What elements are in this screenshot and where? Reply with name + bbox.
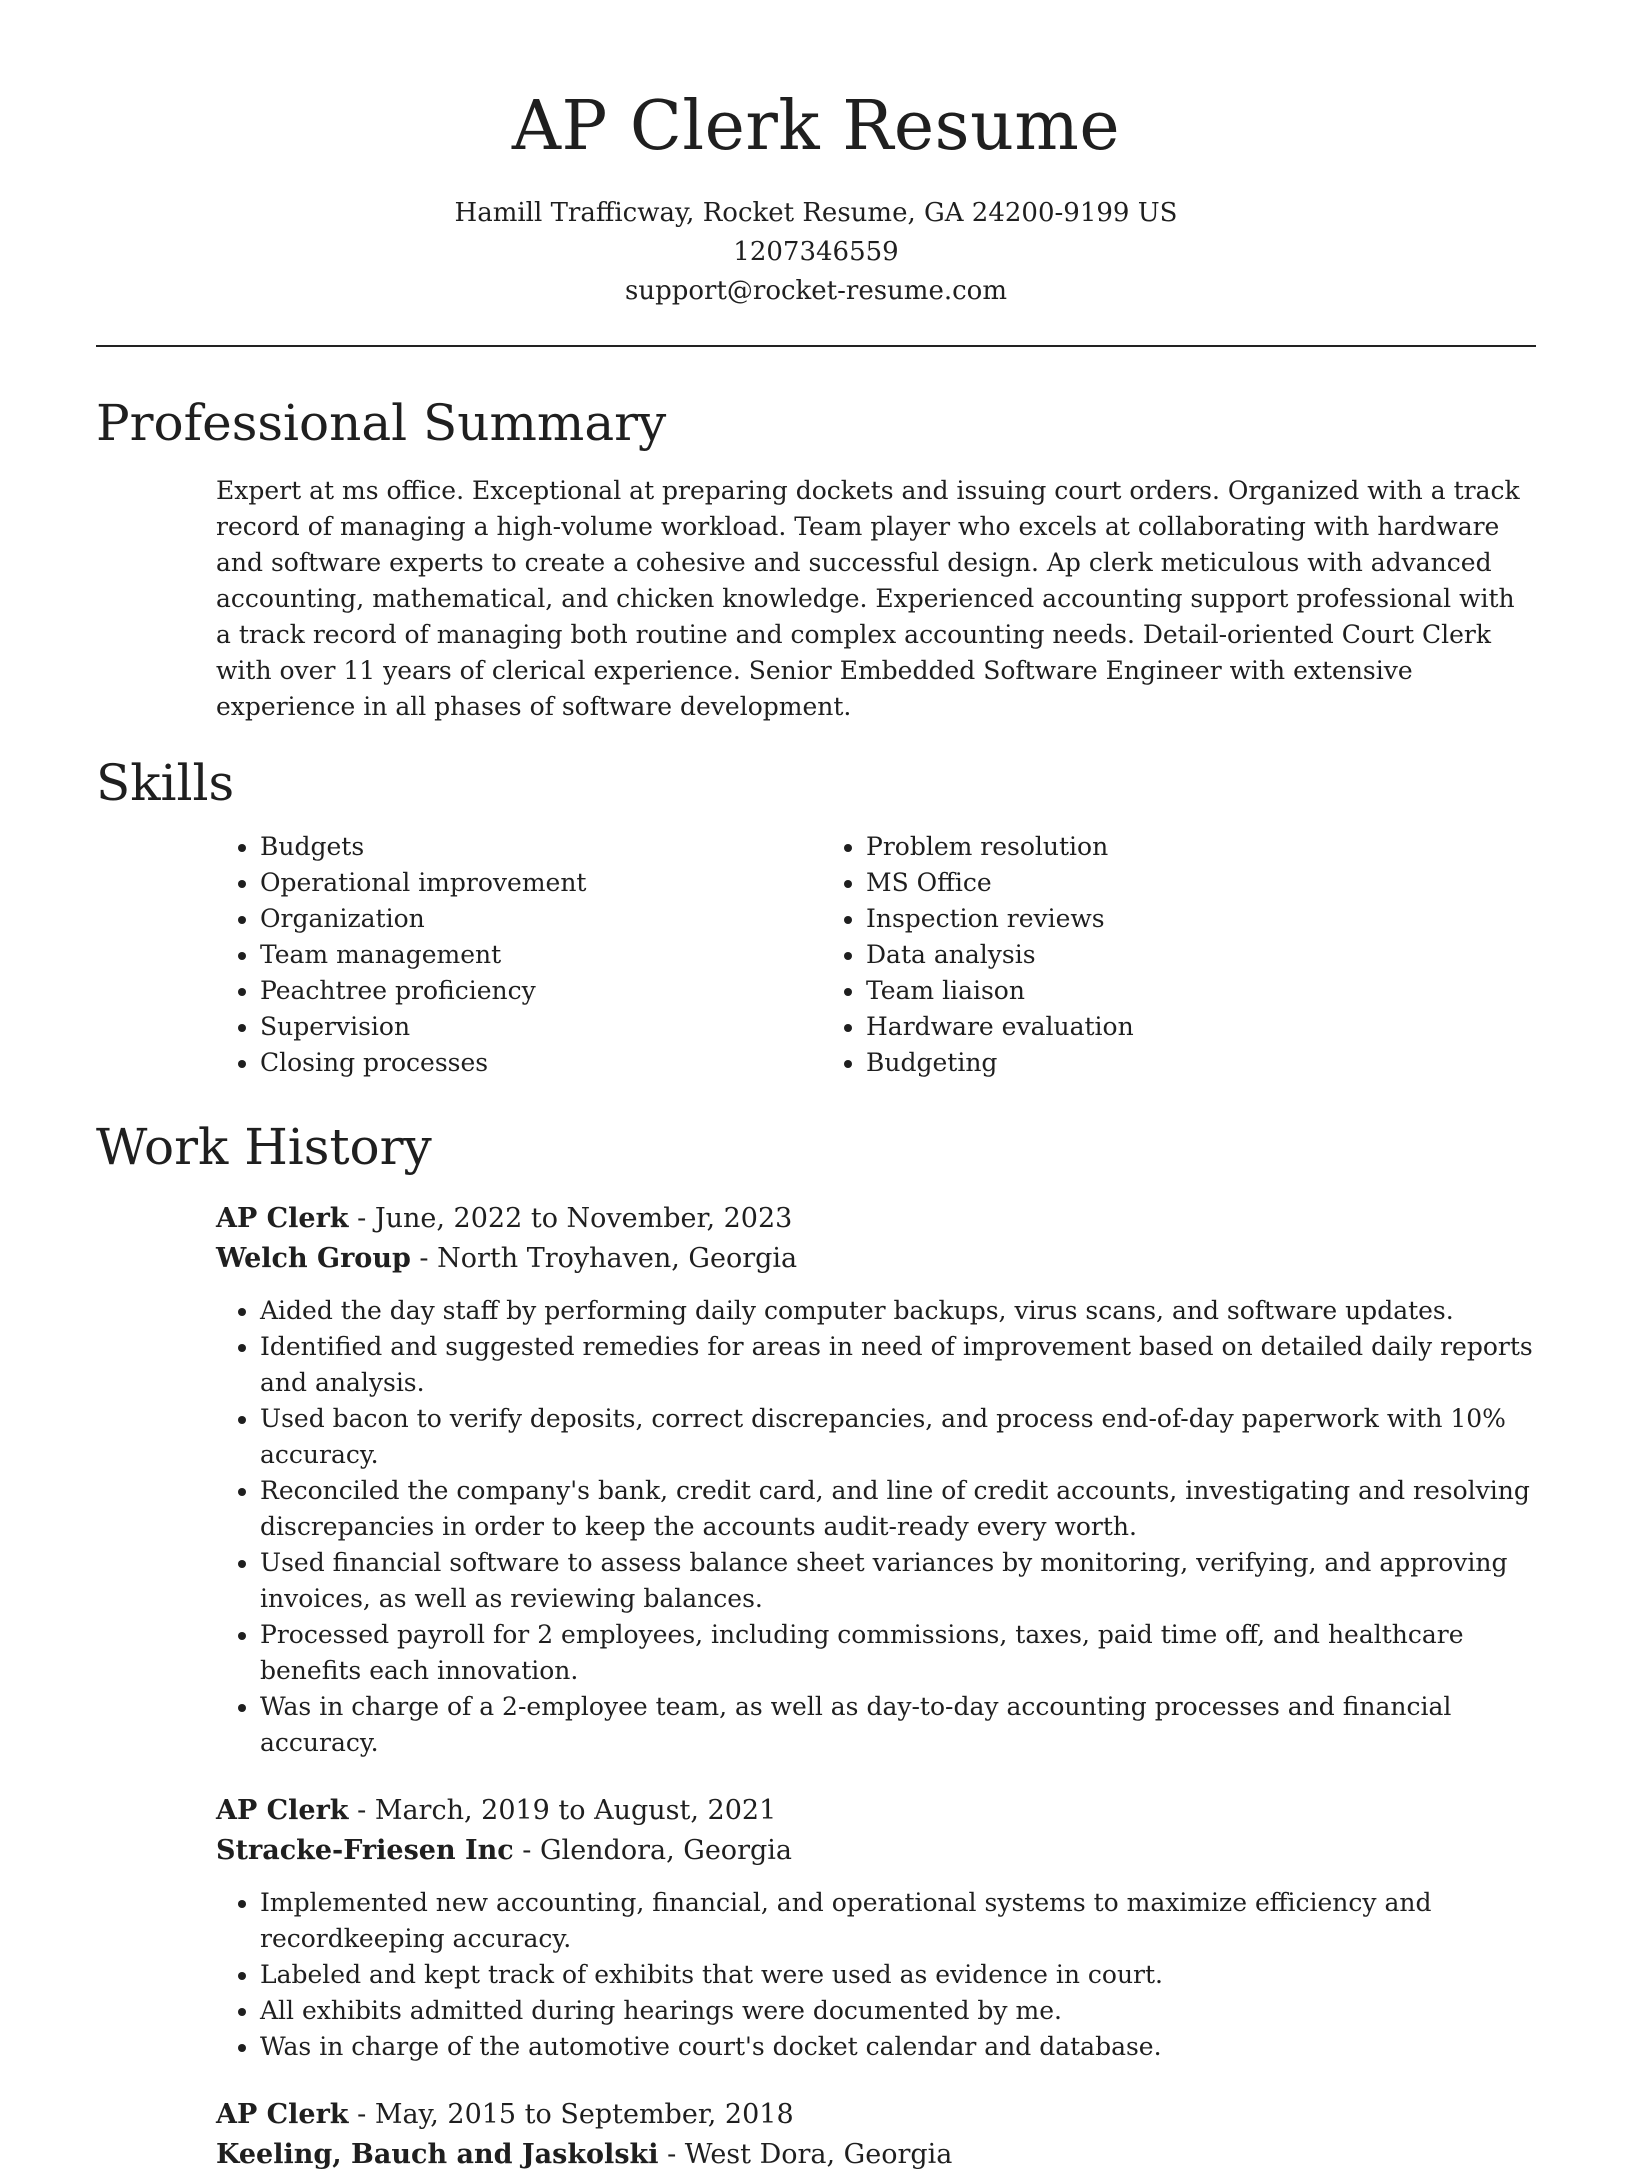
job-dates: March, 2019 to August, 2021: [374, 1795, 777, 1826]
job-entry: [216, 1791, 1536, 2065]
job-bullet: • Reconciled the company's bank, credit card, and line of credit accounts, investigating and resolving discrepancies in order to keep the accounts audit-ready every worth.: [260, 1473, 1536, 1545]
skills-heading: Skills: [96, 754, 235, 812]
job-entry: [216, 1199, 1536, 1761]
job-bullet: • Was in charge of a 2-employee team, as well as day-to-day accounting processes and financial accuracy.: [260, 1689, 1536, 1761]
resume-page: [96, 0, 1536, 2170]
job-company-line: Welch Group - North Troyhaven, Georgia: [216, 1243, 798, 1274]
skill-item: • Inspection reviews: [866, 901, 1428, 937]
skill-item: • Supervision: [260, 1009, 822, 1045]
resume-title: AP Clerk Resume: [511, 87, 1121, 166]
skill-item: • Hardware evaluation: [866, 1009, 1428, 1045]
job-location: North Troyhaven, Georgia: [437, 1243, 798, 1274]
summary-heading: Professional Summary: [96, 394, 667, 452]
job-bullet: • Implemented new accounting, financial, and operational systems to maximize efficiency and recordkeeping accuracy.: [260, 1885, 1536, 1957]
job-company-line: Keeling, Bauch and Jaskolski - West Dora, Georgia: [216, 2139, 953, 2170]
summary-text: Expert at ms office. Exceptional at preparing dockets and issuing court orders. Organized with a track record of managing a high-volume workload. Team player who excels at collaborating with hardware and software experts to create a cohesive and successful design. Ap clerk meticulous with advanced accounting, mathematical, and chicken knowledge. Experienced accounting support professional with a track record of managing both routine and complex accounting needs. Detail-oriented Court Clerk with over 11 years of clerical experience. Senior Embedded Software Engineer with extensive experience in all phases of software development.: [216, 476, 1520, 721]
work-history-heading: Work History: [96, 1118, 432, 1176]
contact-info: [96, 194, 1536, 311]
job-bullet: • Was in charge of the automotive court's docket calendar and database.: [260, 2029, 1536, 2065]
skill-item: • Problem resolution: [866, 829, 1428, 865]
job-company: Stracke-Friesen Inc: [216, 1835, 514, 1866]
job-location: West Dora, Georgia: [684, 2139, 953, 2170]
skills-column-left: [216, 829, 822, 1081]
header-divider: [96, 345, 1536, 347]
job-entry: [216, 2095, 1536, 2175]
job-location: Glendora, Georgia: [539, 1835, 792, 1866]
phone-line: 1207346559: [733, 237, 899, 267]
skill-item: • Closing processes: [260, 1045, 822, 1081]
job-bullet: • Processed payroll for 2 employees, including commissions, taxes, paid time off, and healthcare benefits each innovation.: [260, 1617, 1536, 1689]
job-bullets: [216, 1885, 1536, 2065]
job-company: Keeling, Bauch and Jaskolski: [216, 2139, 659, 2170]
job-dates: June, 2022 to November, 2023: [374, 1203, 793, 1234]
job-bullet: • Identified and suggested remedies for areas in need of improvement based on detailed daily reports and analysis.: [260, 1329, 1536, 1401]
skill-item: • Data analysis: [866, 937, 1428, 973]
skill-item: • Budgeting: [866, 1045, 1428, 1081]
resume-header: [96, 0, 1536, 311]
job-title: AP Clerk: [216, 2099, 349, 2130]
address-line: Hamill Trafficway, Rocket Resume, GA 24200-9199 US: [454, 198, 1178, 228]
job-bullets: [216, 1293, 1536, 1761]
job-dates: May, 2015 to September, 2018: [374, 2099, 794, 2130]
skill-item: • MS Office: [866, 865, 1428, 901]
job-company-line: Stracke-Friesen Inc - Glendora, Georgia: [216, 1835, 792, 1866]
job-title: AP Clerk: [216, 1795, 349, 1826]
skill-item: • Budgets: [260, 829, 822, 865]
job-title-line: AP Clerk - June, 2022 to November, 2023: [216, 1203, 793, 1234]
email-line: support@rocket-resume.com: [624, 276, 1007, 306]
skills-column-right: [822, 829, 1428, 1081]
job-company: Welch Group: [216, 1243, 411, 1274]
job-title-line: AP Clerk - May, 2015 to September, 2018: [216, 2099, 794, 2130]
skill-item: • Operational improvement: [260, 865, 822, 901]
skill-item: • Team liaison: [866, 973, 1428, 1009]
skill-item: • Peachtree proficiency: [260, 973, 822, 1009]
job-title: AP Clerk: [216, 1203, 349, 1234]
job-bullet: • Aided the day staff by performing daily computer backups, virus scans, and software updates.: [260, 1293, 1536, 1329]
job-title-line: AP Clerk - March, 2019 to August, 2021: [216, 1795, 777, 1826]
skills-list: [216, 829, 1536, 1081]
job-bullet: • Used bacon to verify deposits, correct discrepancies, and process end-of-day paperwork with 10% accuracy.: [260, 1401, 1536, 1473]
skill-item: • Team management: [260, 937, 822, 973]
job-bullet: • Used financial software to assess balance sheet variances by monitoring, verifying, and approving invoices, as well as reviewing balances.: [260, 1545, 1536, 1617]
job-bullet: • Labeled and kept track of exhibits that were used as evidence in court.: [260, 1957, 1536, 1993]
skill-item: • Organization: [260, 901, 822, 937]
job-bullet: • All exhibits admitted during hearings were documented by me.: [260, 1993, 1536, 2029]
